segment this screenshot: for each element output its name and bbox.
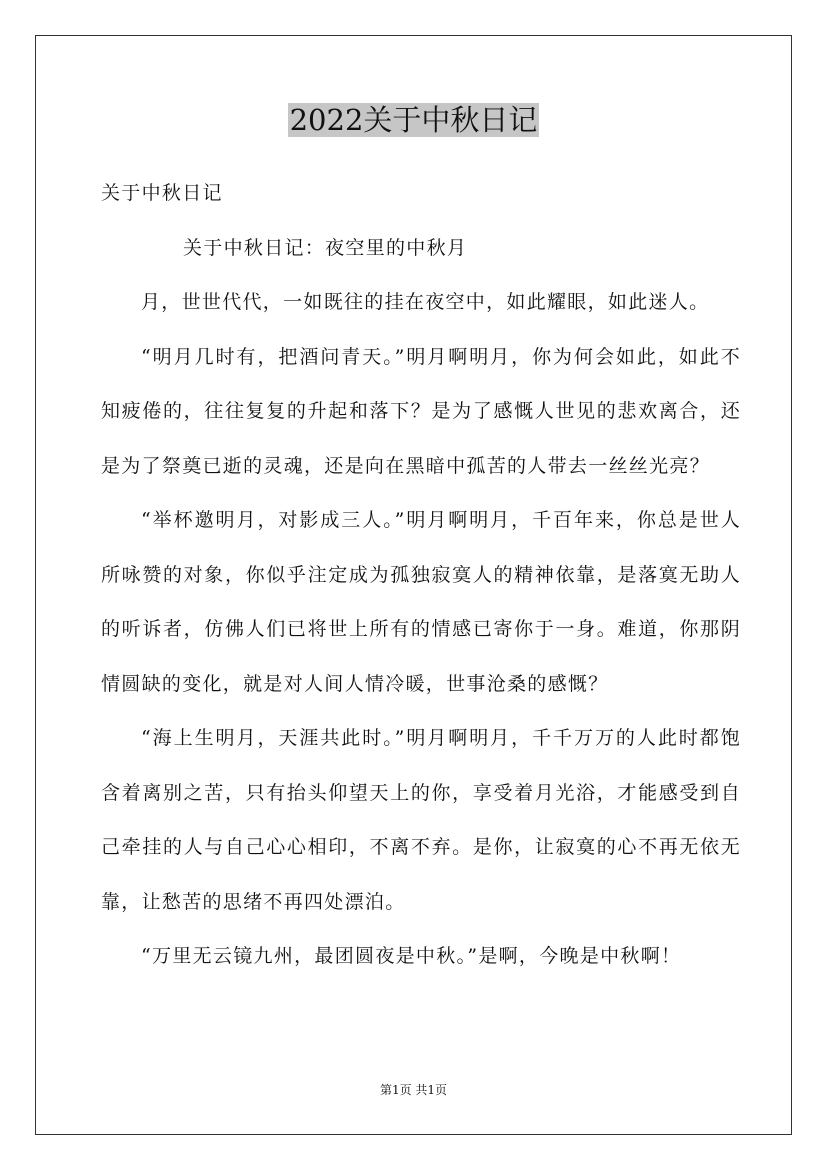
page-footer: 第1页 共1页 bbox=[379, 1083, 448, 1097]
document-body bbox=[101, 166, 741, 984]
document-title bbox=[0, 100, 827, 140]
paragraph-3: “举杯邀明月，对影成三人。”明月啊明月，千百年来，你总是世人所咏赞的对象，你似乎注定成为孤独寂寞人的精神依靠，是落寞无助人的听诉者，仿佛人们已将世上所有的情感已寄你于一身。难道，你那阴情圆缺的变化，就是对人间人情冷暖，世事沧桑的感慨？ bbox=[101, 509, 741, 695]
paragraph-1: 月，世世代代，一如既往的挂在夜空中，如此耀眼，如此迷人。 bbox=[141, 291, 710, 313]
document-title-text: 2022关于中秋日记 bbox=[289, 103, 538, 137]
paragraph-5: “万里无云镜九州，最团圆夜是中秋。”是啊，今晚是中秋啊！ bbox=[141, 945, 682, 967]
paragraph-4: “海上生明月，天涯共此时。”明月啊明月，千千万万的人此时都饱含着离别之苦，只有抬头仰望天上的你，享受着月光浴，才能感受到自己牵挂的人与自己心心相印，不离不弃。是你，让寂寞的心不再无依无靠，让愁苦的思绪不再四处漂泊。 bbox=[101, 727, 741, 913]
document-subtitle: 关于中秋日记：夜空里的中秋月 bbox=[183, 236, 468, 259]
document-heading: 关于中秋日记 bbox=[101, 182, 223, 204]
paragraph-2: “明月几时有，把酒问青天。”明月啊明月，你为何会如此，如此不知疲倦的，往往复复的升起和落下？是为了感慨人世见的悲欢离合，还是为了祭奠已逝的灵魂，还是向在黑暗中孤苦的人带去一丝丝光亮？ bbox=[101, 345, 741, 477]
